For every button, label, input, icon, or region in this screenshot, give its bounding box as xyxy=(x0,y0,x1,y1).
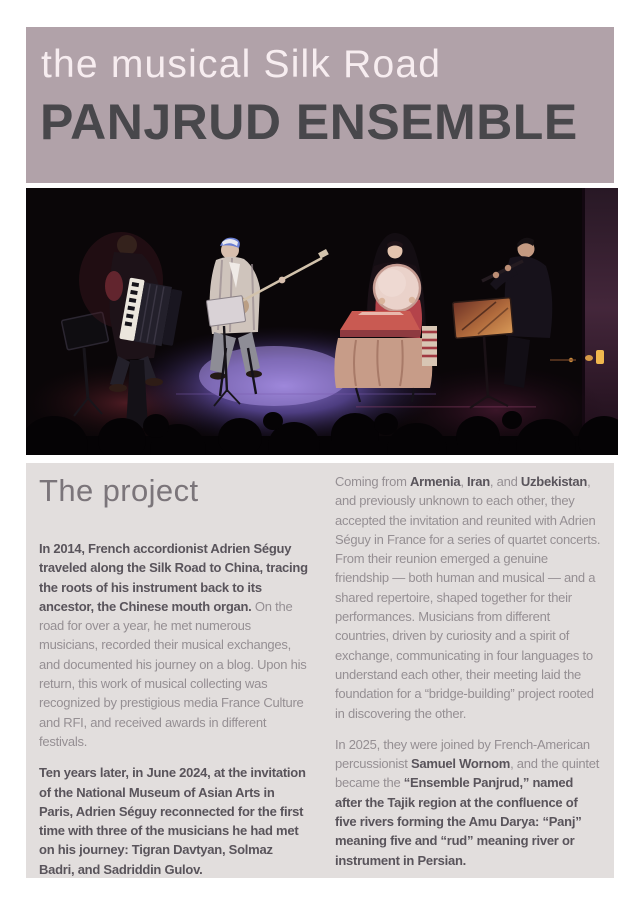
section-heading: The project xyxy=(39,473,199,508)
paragraph-right-1: Coming from Armenia, Iran, and Uzbekistan, and previously unknown to each other, they accepted the invitation and reunited with Adrien Séguy in France for a series of quartet concerts. From their reunion emerged a genuine friendship — both human and musical — and a shared repertoire, shaped together for their performances. Musicians from different countries, driven by curiosity and a spirit of exchange, communicating in four languages to understand each other, their meeting laid the foundation for a “bridge-building” project rooted in discovering the other. xyxy=(335,474,601,721)
project-section xyxy=(26,463,614,878)
dulcimer xyxy=(340,311,420,337)
header-band xyxy=(26,27,614,183)
stage-photo xyxy=(26,188,618,455)
paragraph-right-2: In 2025, they were joined by French-American percussionist Samuel Wornom, and the quintet became the “Ensemble Panjrud,” named after the Tajik region at the confluence of five rivers forming the Amu Darya: “Panj” meaning five and “rud” meaning river or instrument in Persian. xyxy=(335,736,600,868)
header-subtitle: the musical Silk Road xyxy=(41,43,442,86)
paragraph-left-1: In 2014, French accordionist Adrien Séguy traveled along the Silk Road to China, tracing the roots of his instrument back to its ancestor, the Chinese mouth organ. On the road for over a year, he met numerous musicians, recorded their musical exchanges, and documented his journey on a blog. Upon his return, this work of musical collecting was recognized by prestigious media France Culture and RFI, and received awards in different festivals. xyxy=(39,541,308,749)
right-column xyxy=(335,469,602,868)
stage-photo-illustration xyxy=(26,188,618,455)
paragraph-left-2: Ten years later, in June 2024, at the invitation of the National Museum of Asian Arts in Paris, Adrien Séguy reconnected for the first time with three of the musicians he had met on his journey: Tigran Davtyan, Solmaz Badri, and Sadriddin Gulov. xyxy=(39,765,306,877)
left-column xyxy=(39,469,309,877)
page-title: PANJRUD ENSEMBLE xyxy=(40,94,578,150)
